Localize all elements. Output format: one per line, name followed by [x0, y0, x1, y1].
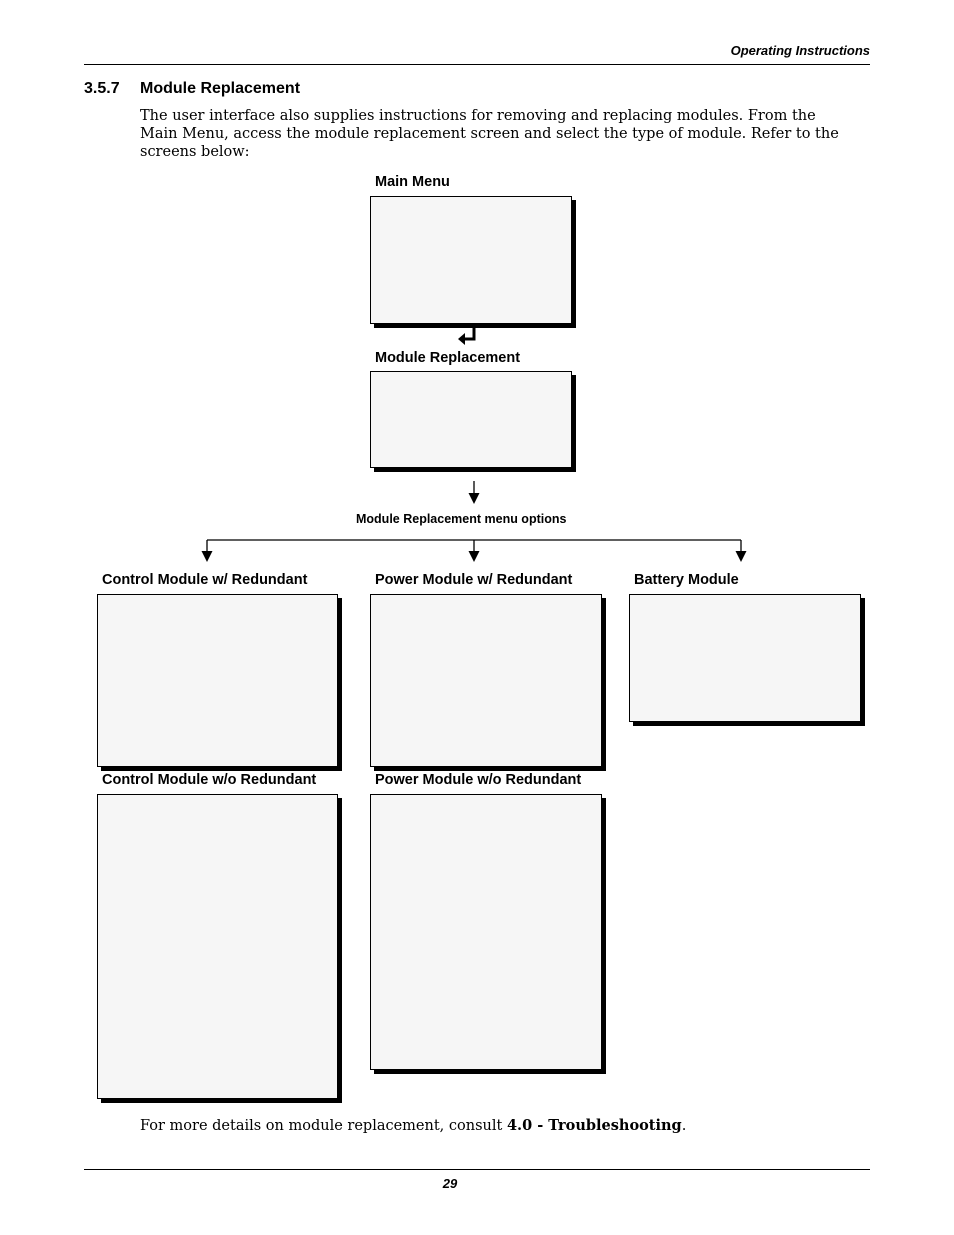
footer-note-text: For more details on module replacement, consult [140, 1118, 507, 1134]
control-module-without-redundant-screen [97, 794, 338, 1099]
section-title: Module Replacement [140, 80, 301, 97]
main-menu-screen [370, 196, 572, 324]
section-number: 3.5.7 [84, 80, 120, 97]
control-module-with-redundant-screen [97, 594, 338, 767]
module-replacement-label: Module Replacement [375, 350, 521, 366]
module-replacement-screen [370, 371, 572, 468]
power-module-with-redundant-screen [370, 594, 602, 767]
power-module-without-redundant-label: Power Module w/o Redundant [375, 772, 582, 788]
power-module-without-redundant-screen [370, 794, 602, 1070]
intro-paragraph: The user interface also supplies instructions for removing and replacing modules. From the Main Menu, access the module replacement screen and select the type of module. Refer to the screens below: [140, 108, 839, 160]
down-arrow-icon [469, 481, 480, 504]
branch-connector [202, 540, 747, 562]
troubleshooting-reference: 4.0 - Troubleshooting [506, 1117, 682, 1134]
main-menu-label: Main Menu [375, 174, 450, 190]
control-module-with-redundant-label: Control Module w/ Redundant [102, 572, 308, 588]
battery-module-screen [629, 594, 861, 722]
battery-module-label: Battery Module [634, 572, 739, 588]
running-header: Operating Instructions [730, 43, 870, 58]
control-module-without-redundant-label: Control Module w/o Redundant [102, 772, 317, 788]
page-number: 29 [442, 1176, 458, 1191]
footer-note-period: . [681, 1118, 687, 1134]
power-module-with-redundant-label: Power Module w/ Redundant [375, 572, 573, 588]
enter-key-icon [458, 328, 474, 345]
footer-note [140, 1117, 860, 1135]
footer-rule [84, 1169, 870, 1170]
options-caption: Module Replacement menu options [356, 512, 567, 526]
